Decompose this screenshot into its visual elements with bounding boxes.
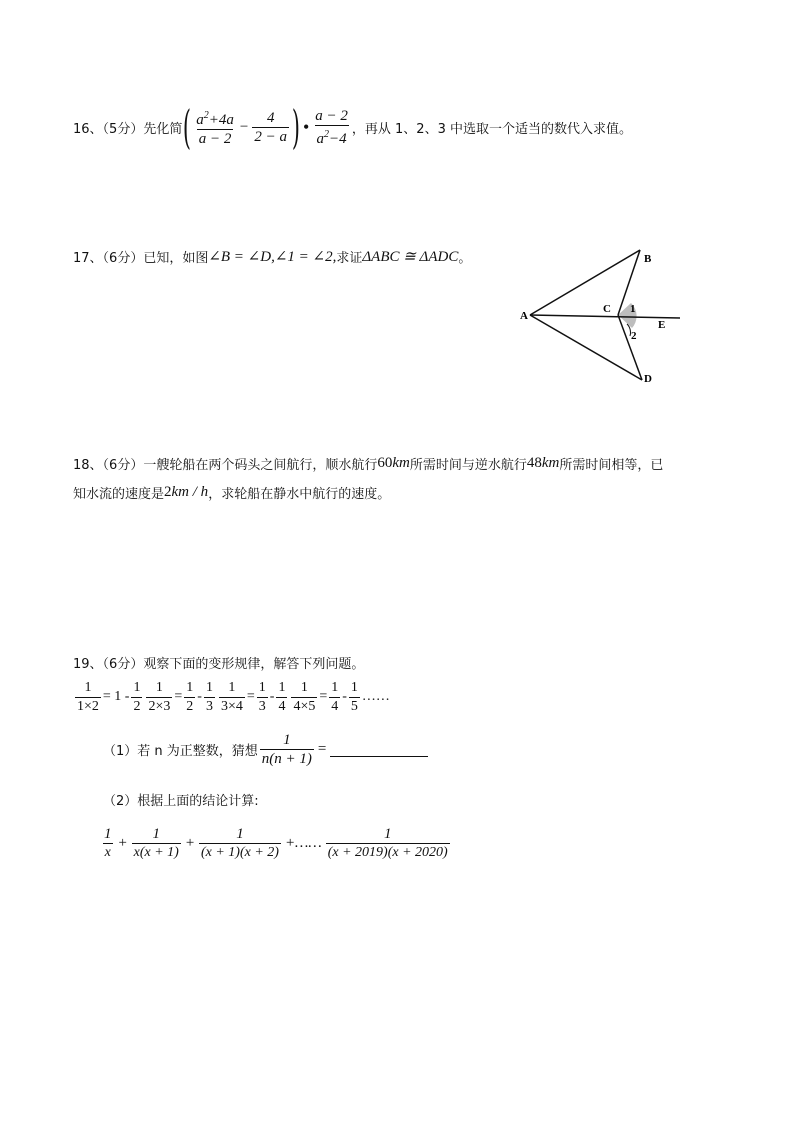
label-A: A (520, 310, 528, 322)
q19-eq1-eq: = 1 - (102, 689, 130, 704)
q19-eq4-b: $\frac{1}{5}$ (350, 679, 358, 714)
q19-sum-expression (100, 820, 452, 866)
q19-plus-1: + (117, 834, 128, 851)
q19-eq4-eq: = (319, 689, 328, 704)
line-AD (530, 315, 642, 380)
q16-suffix: ，再从 1、2、3 中选取一个适当的数代入求值。 (351, 121, 632, 137)
q18-text-c: 所需时间相等，已 (559, 457, 664, 473)
q18-text-d: 知水流的速度是 (73, 486, 165, 502)
q19-header-text: 19、（6分）观察下面的变形规律，解答下列问题。 (73, 656, 365, 672)
q19-part1-label: （1）若 n 为正整数，猜想 (103, 743, 258, 759)
q16-fraction-3: $\frac{a - 2}{a^2-4}$ (315, 107, 348, 147)
question-19-header (73, 651, 364, 673)
q16-left-paren: ( (183, 100, 192, 154)
question-17 (73, 245, 471, 267)
q18-speed-unit: km / h (171, 483, 209, 500)
q16-fraction-2: $\frac{4}{2 - a}$ (254, 109, 287, 145)
q18-text-e: ，求轮船在静水中航行的速度。 (208, 486, 391, 502)
q18-unit-2: km (541, 454, 560, 471)
q19-part-1 (103, 727, 428, 771)
label-E: E (658, 319, 666, 331)
q19-eq2-minus: - (197, 689, 202, 704)
q18-value-48: 48 (526, 454, 542, 471)
q17-geometry-figure (510, 240, 700, 390)
line-AE (530, 315, 680, 318)
line-AB (530, 250, 640, 315)
q19-eq2-a: $\frac{1}{2}$ (186, 679, 194, 714)
label-B: B (644, 253, 652, 265)
q19-plus-dots: +…… (284, 834, 322, 851)
q19-term-1: $\frac{1}{x}$ (104, 825, 112, 860)
q16-dot: • (302, 116, 310, 137)
q19-eq2-eq: = (174, 689, 183, 704)
q18-text-a: 18、（6分）一艘轮船在两个码头之间航行，顺水航行 (73, 457, 378, 473)
label-C: C (603, 303, 611, 315)
q19-eq3-lhs: $\frac{1}{3\times 4}$ (220, 679, 243, 714)
q19-eq4-lhs: $\frac{1}{4\times 5}$ (293, 679, 316, 714)
q18-value-60: 60 (377, 454, 393, 471)
q19-pattern-row (73, 676, 390, 718)
q19-eq1-frac: $\frac{1}{2}$ (133, 679, 141, 714)
question-18-line-2 (73, 481, 390, 503)
q19-eq3-a: $\frac{1}{3}$ (258, 679, 266, 714)
q16-prefix: 16、（5分）先化简 (73, 121, 183, 137)
q17-math-given: ∠B = ∠D,∠1 = ∠2, (208, 248, 337, 265)
q19-eq1-lhs: $\frac{1}{1\times 2}$ (77, 679, 99, 714)
q19-eq3-minus: - (269, 689, 275, 704)
q19-part1-frac: $\frac{1}{n(n + 1)}$ (261, 731, 312, 767)
label-angle-1: 1 (630, 303, 636, 315)
q19-term-4: $\frac{1}{(x + 2019)(x + 2020)}$ (327, 825, 448, 860)
q16-minus: − (239, 118, 249, 135)
question-18-line-1 (73, 452, 663, 474)
q17-math-prove: ΔABC ≅ ΔADC (362, 248, 459, 265)
q19-plus-2: + (184, 834, 195, 851)
q18-unit-1: km (392, 454, 410, 471)
q19-term-2: $\frac{1}{x(x + 1)}$ (133, 825, 179, 860)
q19-part1-eq: = (317, 740, 327, 757)
q16-right-paren: ) (291, 100, 301, 154)
question-16 (73, 100, 632, 154)
q18-speed: 2 (164, 483, 172, 500)
q19-eq4-minus: - (342, 689, 347, 704)
q19-eq2-b: $\frac{1}{3}$ (205, 679, 213, 714)
q19-part2-label: （2）根据上面的结论计算: (103, 793, 259, 809)
label-D: D (644, 373, 652, 385)
q19-answer-blank[interactable] (330, 742, 428, 757)
q19-term-3: $\frac{1}{(x + 1)(x + 2)}$ (200, 825, 279, 860)
q17-mid: 求证 (336, 250, 363, 266)
q18-text-b: 所需时间与逆水航行 (409, 457, 527, 473)
q19-eq3-b: $\frac{1}{4}$ (278, 679, 286, 714)
label-angle-2: 2 (631, 330, 637, 342)
q19-ellipsis: …… (361, 689, 390, 704)
q19-eq4-a: $\frac{1}{4}$ (331, 679, 339, 714)
q17-prefix: 17、（6分）已知，如图 (73, 250, 209, 266)
q19-part-2 (103, 788, 259, 810)
q16-fraction-1: $\frac{a^2+4a}{a - 2}$ (196, 109, 234, 147)
q19-eq3-eq: = (246, 689, 255, 704)
q19-eq2-lhs: $\frac{1}{2\times 3}$ (148, 679, 171, 714)
q17-suffix: 。 (458, 250, 472, 266)
